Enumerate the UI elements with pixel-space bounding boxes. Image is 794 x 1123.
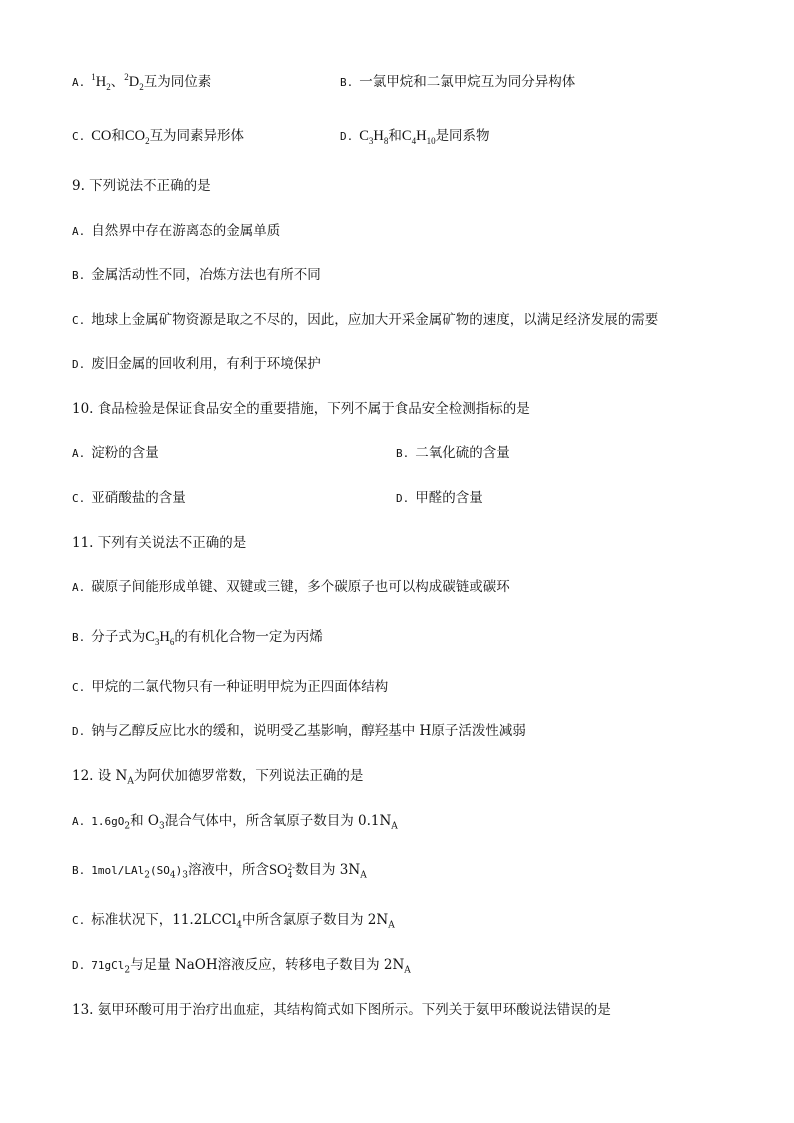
q10-option-d: D. 甲醛的含量 — [396, 490, 483, 506]
q11-option-a: A. 碳原子间能形成单键、双键或三键，多个碳原子也可以构成碳链或碳环 — [72, 579, 510, 595]
option-label: A. — [72, 76, 86, 89]
option-label: C. — [72, 130, 86, 143]
q12-stem: 12. 设 $N_A$为阿伏加德罗常数，下列说法正确的是 — [72, 768, 364, 787]
q12-option-a: A. $1.6gO_2$和 $O_3$混合气体中，所含氧原子数目为 $0.1N_A$ — [72, 813, 398, 832]
q11-option-d: D. 钠与乙醇反应比水的缓和，说明受乙基影响，醇羟基中 H原子活泼性减弱 — [72, 723, 526, 739]
q10-option-b: B. 二氧化硫的含量 — [396, 445, 510, 461]
q11-option-b: B. 分子式为$C_3H_6$的有机化合物一定为丙烯 — [72, 629, 323, 647]
q11-option-c: C. 甲烷的二氯代物只有一种证明甲烷为正四面体结构 — [72, 679, 389, 695]
q12-option-c: C. 标准状况下，11.2LCCl$_4$中所含氯原子数目为 $2N_A$ — [72, 912, 395, 931]
sulfate-ion: SO 2- 4 — [268, 861, 295, 880]
q8-option-d: D. $C_3H_8$和$C_4H_{10}$是同系物 — [340, 128, 490, 146]
q8-option-b: B. 一氯甲烷和二氯甲烷互为同分异构体 — [340, 74, 576, 90]
q10-option-a: A. 淀粉的含量 — [72, 445, 159, 461]
q12-option-d: D. 71gCl$_2$与足量 NaOH溶液反应，转移电子数目为 $2N_A$ — [72, 957, 411, 976]
q9-option-c: C. 地球上金属矿物资源是取之不尽的，因此，应加大开采金属矿物的速度，以满足经济发展的需要 — [72, 312, 659, 328]
q11-stem: 11. 下列有关说法不正确的是 — [72, 535, 247, 551]
option-label: D. — [340, 130, 354, 143]
q9-option-a: A. 自然界中存在游离态的金属单质 — [72, 223, 281, 239]
q8-option-a: A. $^1H_2$、$^2D_2$互为同位素 — [72, 72, 212, 92]
q9-stem: 9. 下列说法不正确的是 — [72, 178, 211, 194]
q12-option-b: B. $1mol/LAl_2(SO_4)_3$溶液中，所含SO 2- 4 数目为 $3N_A$ — [72, 861, 367, 881]
q10-option-c: C. 亚硝酸盐的含量 — [72, 490, 186, 506]
q8-option-c: C. CO和$CO_2$互为同素异形体 — [72, 128, 245, 146]
q9-option-d: D. 废旧金属的回收利用，有利于环境保护 — [72, 356, 321, 372]
q9-option-b: B. 金属活动性不同，冶炼方法也有所不同 — [72, 267, 321, 283]
q13-stem: 13. 氨甲环酸可用于治疗出血症，其结构简式如下图所示。下列关于氨甲环酸说法错误的是 — [72, 1002, 611, 1018]
option-label: B. — [340, 76, 354, 89]
q10-stem: 10. 食品检验是保证食品安全的重要措施，下列不属于食品安全检测指标的是 — [72, 401, 530, 417]
